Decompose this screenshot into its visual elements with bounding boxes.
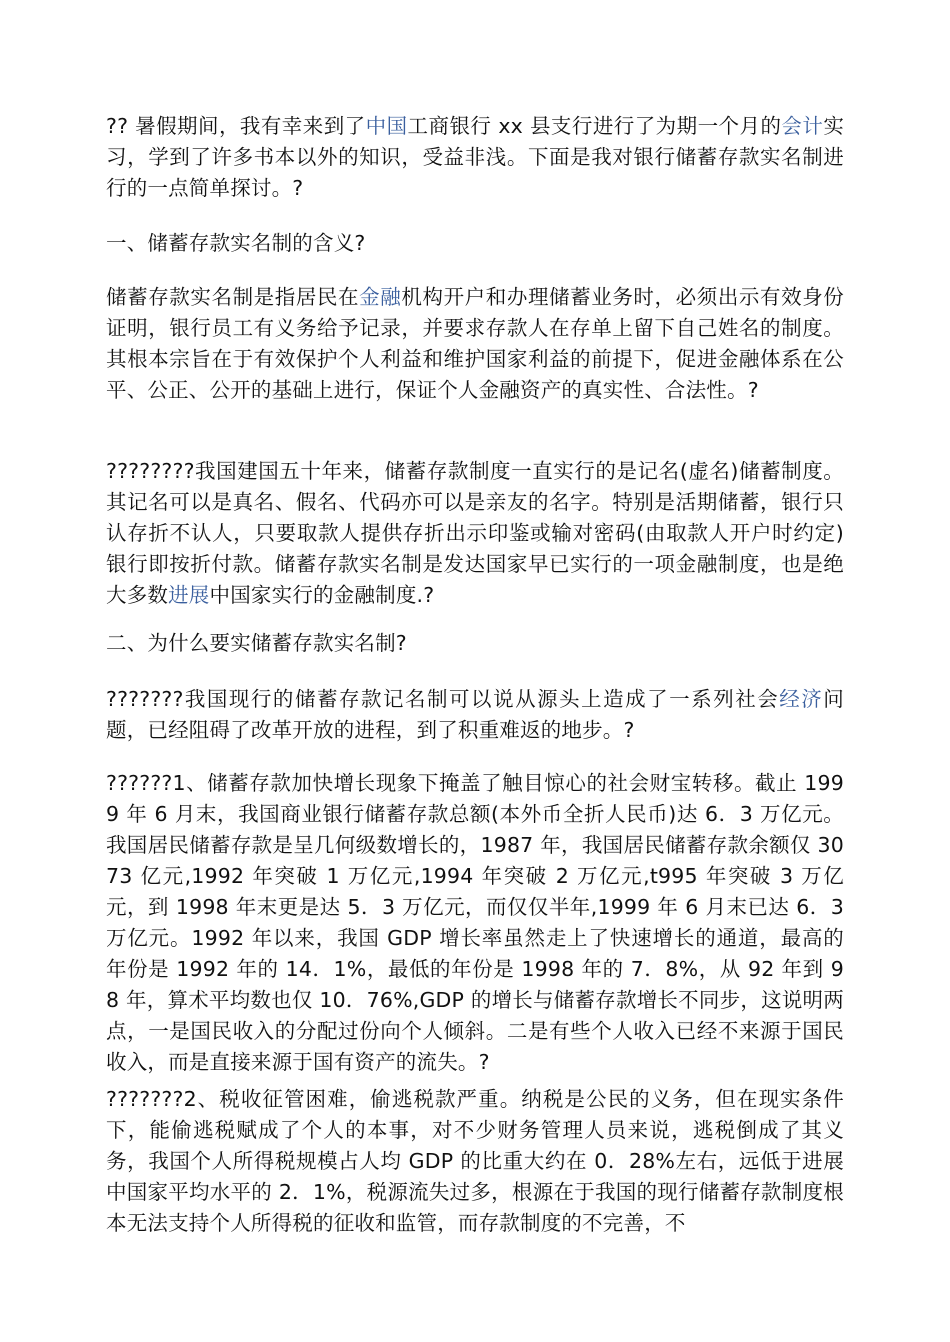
intro-paragraph (106, 111, 844, 204)
keyword-link-economy[interactable]: 经济 (779, 687, 824, 711)
section-heading-1 (106, 228, 844, 259)
point-2-paragraph (106, 1084, 844, 1239)
definition-paragraph (106, 282, 844, 406)
text-run: 工商银行 xx 县支行进行了为期一个月的 (407, 114, 782, 138)
keyword-link-accounting[interactable]: 会计 (781, 114, 824, 138)
text-run: ???????2、税收征管困难，偷逃税款严重。纳税是公民的义务，但在现实条件下，能偷逃税赋成了个人的本事，对不少财务管理人员来说，逃税倒成了其义务，我国个人所得税规模占人均 GDP 的比重大约在 0．28%左右，远低于进展中国家平均水平的 2．1%，税源流失过多，根源在于我国的现行储蓄存款制度根本无法支持个人所得税的征收和监管，而存款制度的不完善，不 (106, 1087, 844, 1235)
heading-text: 二、为什么要实储蓄存款实名制? (106, 631, 407, 655)
point-1-paragraph (106, 768, 844, 1078)
text-run: ?? 暑假期间，我有幸来到了 (106, 114, 366, 138)
text-run: 问题，已经阻碍了改革开放的进程，到了积重难返的地步。? (106, 687, 844, 742)
text-run: ???????我国现行的储蓄存款记名制可以说从源头上造成了一系列社会 (106, 687, 780, 711)
history-paragraph (106, 456, 844, 611)
heading-text: 一、储蓄存款实名制的含义? (106, 231, 366, 255)
text-run: ??????1、储蓄存款加快增长现象下掩盖了触目惊心的社会财宝转移。截止 1999 年 6 月末，我国商业银行储蓄存款总额(本外币全折人民币)达 6．3 万亿元。我国居民储蓄存款是呈几何级数增长的，1987 年，我国居民储蓄存款余额仅 3073 亿元,1992 年突破 1 万亿元,1994 年突破 2 万亿元,t995 年突破 3 万亿元，到 1998 年末更是达 5．3 万亿元，而仅仅半年,1999 年 6 月末已达 6．3 万亿元。1992 年以来，我国 GDP 增长率虽然走上了快速增长的通道，最高的年份是 1992 年的 14．1%，最低的年份是 1998 年的 7．8%，从 92 年到 98 年，算术平均数也仅 10．76%,GDP 的增长与储蓄存款增长不同步，这说明两点，一是国民收入的分配过份向个人倾斜。二是有些个人收入已经不来源于国民收入，而是直接来源于国有资产的流失。? (106, 771, 844, 1074)
section-heading-2 (106, 628, 844, 659)
keyword-link-china[interactable]: 中国 (365, 114, 408, 138)
text-run: 中国家实行的金融制度.? (209, 583, 435, 607)
keyword-link-development[interactable]: 进展 (168, 583, 210, 607)
text-run: 实习，学到了许多书本以外的知识，受益非浅。下面是我对银行储蓄存款实名制进行的一点简单探讨。? (106, 114, 845, 200)
text-run: ????????我国建国五十年来，储蓄存款制度一直实行的是记名(虚名)储蓄制度。其记名可以是真名、假名、代码亦可以是亲友的名字。特别是活期储蓄，银行只认存折不认人，只要取款人提供存折出示印鉴或输对密码(由取款人开户时约定)银行即按折付款。储蓄存款实名制是发达国家早已实行的一项金融制度，也是绝大多数 (106, 459, 844, 607)
text-run: 机构开户和办理储蓄业务时，必须出示有效身份证明，银行员工有义务给予记录，并要求存款人在存单上留下自己姓名的制度。其根本宗旨在于有效保护个人利益和维护国家利益的前提下，促进金融体系在公平、公正、公开的基础上进行，保证个人金融资产的真实性、合法性。? (106, 285, 845, 402)
keyword-link-finance[interactable]: 金融 (359, 285, 402, 309)
text-run: 储蓄存款实名制是指居民在 (106, 285, 360, 309)
problems-intro-paragraph (106, 684, 844, 746)
